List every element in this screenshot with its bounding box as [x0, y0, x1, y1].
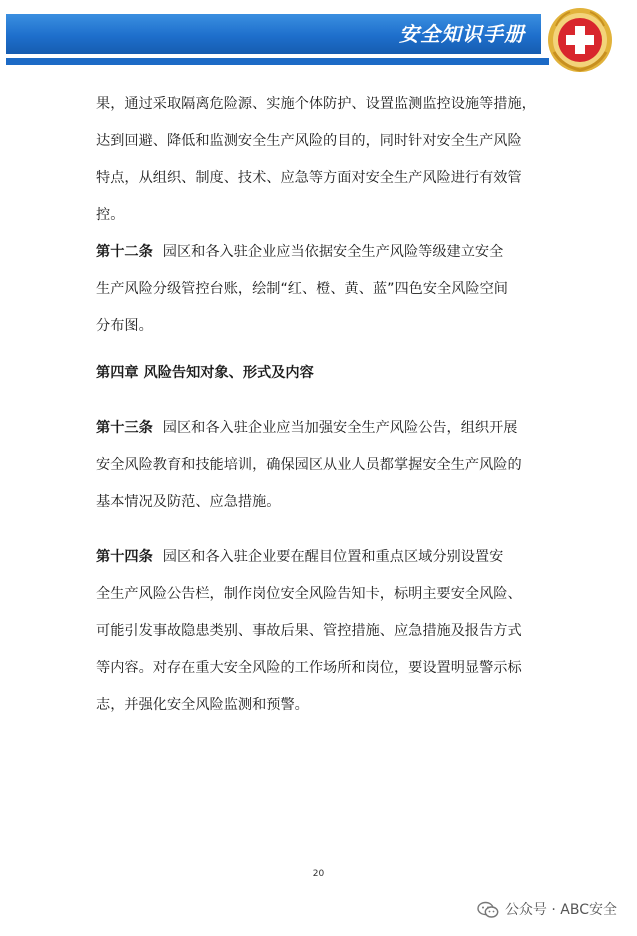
text-line: 志，并强化安全风险监测和预警。 [96, 697, 309, 713]
text-line: 特点，从组织、制度、技术、应急等方面对安全生产风险进行有效管 [96, 170, 522, 186]
article-label: 第十三条 [96, 420, 153, 436]
chapter-heading [96, 355, 556, 392]
text-line: 达到回避、降低和监测安全生产风险的目的，同时针对安全生产风险 [96, 133, 522, 149]
watermark-text: 公众号 · ABC安全 [504, 902, 617, 918]
page-number: 20 [312, 869, 325, 879]
article-text: 园区和各入驻企业应当依据安全生产风险等级建立安全 [162, 244, 504, 260]
header-underline [6, 58, 549, 65]
article-label: 第十二条 [96, 244, 153, 260]
article-14 [96, 539, 556, 724]
page-header [0, 0, 637, 80]
text-line: 安全风险教育和技能培训，确保园区从业人员都掌握安全生产风险的 [96, 457, 522, 473]
text-line: 基本情况及防范、应急措施。 [96, 494, 281, 510]
text-line [96, 539, 556, 576]
text-line: 生产风险分级管控台账，绘制“红、橙、黄、蓝”四色安全风险空间 [96, 281, 508, 297]
text-line [96, 234, 556, 271]
text-line: 果，通过采取隔离危险源、实施个体防护、设置监测监控设施等措施， [96, 96, 536, 112]
header-title: 安全知识手册 [399, 22, 525, 46]
text-line: 全生产风险公告栏，制作岗位安全风险告知卡，标明主要安全风险、 [96, 586, 522, 602]
wechat-icon [477, 901, 499, 919]
text-line: 等内容。对存在重大安全风险的工作场所和岗位，要设置明显警示标 [96, 660, 522, 676]
article-text: 园区和各入驻企业应当加强安全生产风险公告，组织开展 [162, 420, 518, 436]
article-12 [96, 234, 556, 345]
watermark [477, 898, 617, 922]
text-line [96, 410, 556, 447]
paragraph-continued [96, 86, 556, 234]
article-13 [96, 410, 556, 521]
article-label: 第十四条 [96, 549, 153, 565]
article-text: 园区和各入驻企业要在醒目位置和重点区域分别设置安 [162, 549, 504, 565]
document-body [96, 86, 556, 724]
chapter-title: 第四章 风险告知对象、形式及内容 [96, 365, 314, 381]
text-line: 分布图。 [96, 318, 153, 334]
text-line: 可能引发事故隐患类别、事故后果、管控措施、应急措施及报告方式 [96, 623, 522, 639]
text-line: 控。 [96, 207, 125, 223]
safety-cross-emblem-icon [546, 6, 614, 74]
